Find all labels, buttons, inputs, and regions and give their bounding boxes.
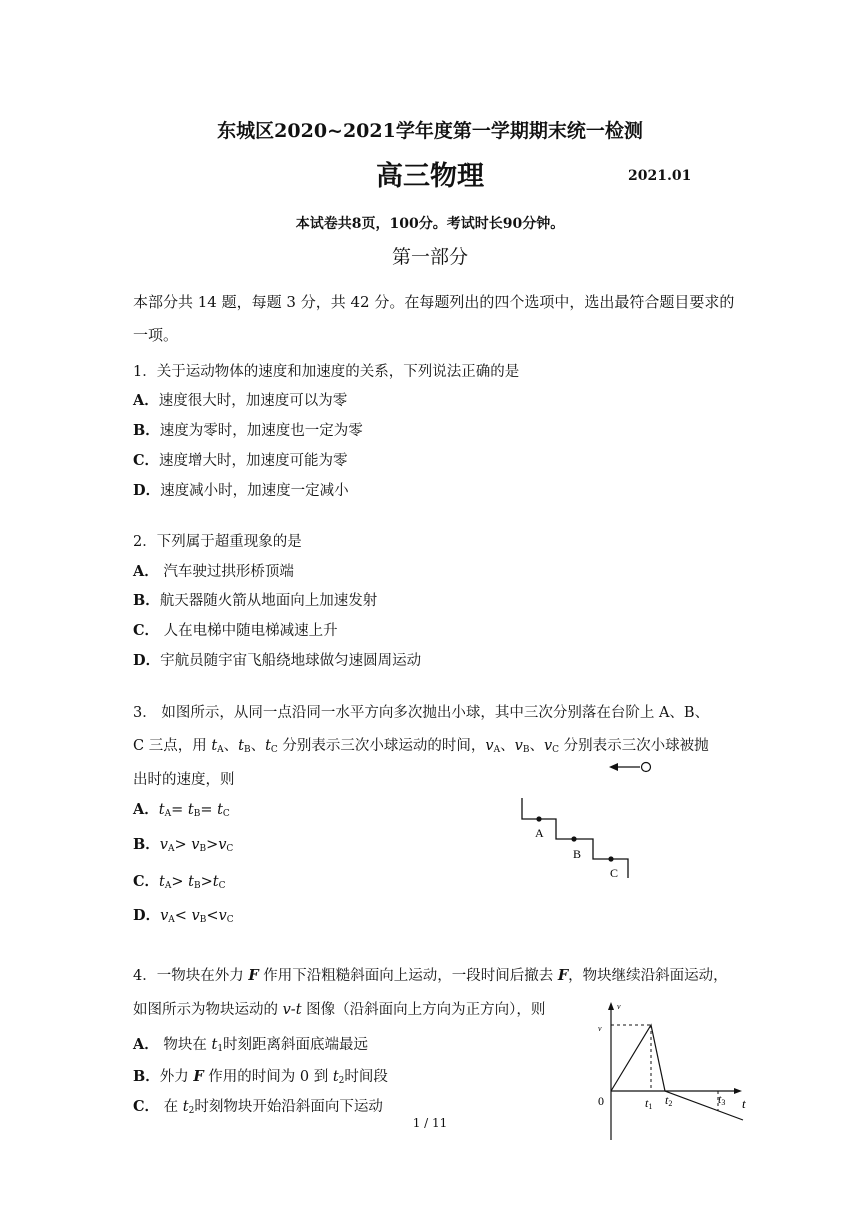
var-vt: v-t <box>282 1002 302 1018</box>
sub: 1 <box>217 1044 224 1054</box>
q3-option-d <box>133 904 234 925</box>
sub: B <box>193 881 201 891</box>
q4-option-b <box>133 1065 388 1086</box>
v-axis-arrow-icon <box>608 1002 614 1010</box>
t3-label: t3 <box>718 1092 726 1107</box>
option-letter: B． <box>133 1068 160 1085</box>
var-t: t <box>265 738 271 754</box>
relation: > <box>206 837 219 853</box>
sub: B <box>522 745 530 755</box>
option-text: 时刻距离斜面底端最远 <box>223 1037 369 1053</box>
var-t: t <box>188 874 194 890</box>
section-intro-line1: 本部分共 14 题，每题 3 分，共 42 分。在每题列出的四个选项中，选出最符合题目要求的 <box>133 293 735 311</box>
sep: 、 <box>250 738 266 754</box>
sub: A <box>164 881 172 891</box>
option-letter: A． <box>133 801 159 818</box>
stem-text: ，物块继续沿斜面运动， <box>568 968 728 984</box>
stem-text: 图像（沿斜面向上方向为正方向），则 <box>301 1002 546 1018</box>
option-text: 时刻物块开始沿斜面向下运动 <box>194 1099 383 1115</box>
option-letter: B． <box>133 422 160 439</box>
relation: > <box>174 837 192 853</box>
option-letter: B． <box>133 836 160 853</box>
peak-value-label: v <box>598 1024 602 1033</box>
var-v: v <box>485 738 494 754</box>
question-2-stem: 2．下列属于超重现象的是 <box>133 534 302 550</box>
option-letter: B． <box>133 592 160 609</box>
var-f: F <box>248 967 259 984</box>
var-t: t <box>211 738 218 754</box>
sub: B <box>199 915 207 925</box>
option-text: 宇航员随宇宙飞船绕地球做匀速圆周运动 <box>160 653 422 669</box>
option-letter: D． <box>133 907 161 924</box>
relation: > <box>200 874 213 890</box>
sub: A <box>217 745 224 755</box>
question-4-stem-line1 <box>133 964 728 985</box>
q1-option-a <box>133 389 347 410</box>
option-text: 速度增大时，加速度可能为零 <box>159 453 348 469</box>
option-text: 人在电梯中随电梯减速上升 <box>159 623 338 639</box>
option-letter: C． <box>133 873 160 890</box>
q4-option-a <box>133 1033 368 1054</box>
var-v: v <box>543 738 553 754</box>
option-letter: A． <box>133 1036 159 1053</box>
sub: A <box>167 844 175 854</box>
relation: = <box>200 802 218 818</box>
t-axis-arrow-icon <box>734 1088 742 1094</box>
q3-option-b <box>133 833 233 854</box>
sub: A <box>164 809 172 819</box>
q2-option-c <box>133 619 338 640</box>
var-t: t <box>187 802 194 818</box>
option-letter: C． <box>133 452 160 469</box>
var-t: t <box>158 802 165 818</box>
option-letter: A． <box>133 563 159 580</box>
q4-option-c <box>133 1095 383 1116</box>
point-c-dot <box>608 856 613 861</box>
var-v: v <box>218 908 227 924</box>
stem-text: C 三点，用 <box>133 738 212 754</box>
exam-title: 东城区2020~2021学年度第一学期期末统一检测 <box>217 120 643 142</box>
q2-option-a <box>133 560 294 581</box>
stem-text: 4．一物块在外力 <box>133 968 249 984</box>
sub: C <box>222 809 230 819</box>
var-v: v <box>514 738 523 754</box>
option-letter: C． <box>133 622 160 639</box>
label-a: A <box>535 826 544 840</box>
sub: A <box>493 745 501 755</box>
var-v: v <box>160 908 169 924</box>
relation: > <box>171 874 189 890</box>
var-v: v <box>191 908 200 924</box>
sub: B <box>243 745 251 755</box>
option-text: 外力 <box>159 1069 194 1085</box>
option-text: 时间段 <box>344 1069 388 1085</box>
option-text: 速度为零时，加速度也一定为零 <box>159 423 363 439</box>
sub: C <box>270 745 278 755</box>
t-axis-label: t <box>742 1096 746 1111</box>
stem-text: 分别表示三次小球运动的时间， <box>277 738 486 754</box>
option-letter: D． <box>133 482 161 499</box>
label-c: C <box>610 866 619 880</box>
sub: C <box>226 844 234 854</box>
var-v: v <box>218 837 227 853</box>
question-3-stem-line1: 3． 如图所示，从同一点沿同一水平方向多次抛出小球，其中三次分别落在台阶上 A、B、 <box>133 705 710 721</box>
option-text: 速度很大时，加速度可以为零 <box>158 393 348 409</box>
question-3-stem-line3: 出时的速度，则 <box>133 772 235 788</box>
sub: A <box>168 915 175 925</box>
q2-option-b <box>133 589 377 610</box>
option-letter: A． <box>133 392 159 409</box>
var-t: t <box>211 1037 218 1053</box>
relation: < <box>206 908 219 924</box>
var-t: t <box>217 802 223 818</box>
q3-option-c <box>133 870 225 891</box>
section-heading: 第一部分 <box>391 246 468 268</box>
stem-text: 作用下沿粗糙斜面向上运动，一段时间后撤去 <box>258 968 558 984</box>
arrow-head-icon <box>609 763 618 771</box>
exam-note: 本试卷共8页，100分。考试时长90分钟。 <box>295 216 565 232</box>
t2-label: t2 <box>665 1093 673 1108</box>
stem-text: 如图所示为物块运动的 <box>133 1002 283 1018</box>
sub: C <box>218 881 226 891</box>
var-t: t <box>182 1099 189 1115</box>
sub: C <box>226 915 234 925</box>
point-a-dot <box>536 816 541 821</box>
var-t: t <box>159 874 165 890</box>
staircase-figure <box>500 750 660 890</box>
q2-option-d <box>133 649 421 670</box>
q3-option-a <box>133 798 230 819</box>
option-letter: D． <box>133 652 161 669</box>
var-v: v <box>159 837 168 853</box>
var-v: v <box>191 837 200 853</box>
exam-date: 2021.01 <box>628 168 692 184</box>
question-4-stem-line2 <box>133 998 545 1019</box>
sub: C <box>552 745 560 755</box>
stem-text: 分别表示三次小球被抛 <box>559 738 709 754</box>
var-t: t <box>238 738 244 754</box>
exam-subject: 高三物理 <box>376 161 484 192</box>
sep: 、 <box>529 738 544 754</box>
option-text: 汽车驶过拱形桥顶端 <box>158 564 294 580</box>
relation: = <box>171 802 188 818</box>
q1-option-d <box>133 479 349 500</box>
sub: B <box>193 809 201 819</box>
page-number: 1 / 11 <box>412 1116 448 1130</box>
option-text: 在 <box>159 1099 183 1115</box>
q1-option-b <box>133 419 363 440</box>
v-axis-label: v <box>617 1002 621 1011</box>
option-text: 航天器随火箭从地面向上加速发射 <box>159 593 378 609</box>
var-t: t <box>212 874 219 890</box>
sub: 2 <box>338 1076 345 1086</box>
ball-icon <box>642 763 651 772</box>
option-text: 作用的时间为 0 到 <box>203 1069 333 1085</box>
sep: 、 <box>500 738 515 754</box>
label-b: B <box>573 847 582 861</box>
q1-option-c <box>133 449 348 470</box>
point-b-dot <box>571 836 576 841</box>
option-text: 速度减小时，加速度一定减小 <box>160 483 349 499</box>
var-t: t <box>332 1069 339 1085</box>
sub: 2 <box>188 1106 195 1116</box>
option-text: 物块在 <box>158 1037 212 1053</box>
option-letter: C． <box>133 1098 160 1115</box>
var-f: F <box>557 967 569 984</box>
t1-label: t1 <box>645 1096 653 1111</box>
sub: B <box>199 844 207 854</box>
question-1-stem: 1．关于运动物体的速度和加速度的关系，下列说法正确的是 <box>133 364 520 380</box>
origin-label: 0 <box>598 1094 604 1108</box>
var-f: F <box>193 1068 204 1085</box>
sep: 、 <box>223 738 239 754</box>
relation: < <box>174 908 192 924</box>
section-intro-line2: 一项。 <box>133 326 179 344</box>
